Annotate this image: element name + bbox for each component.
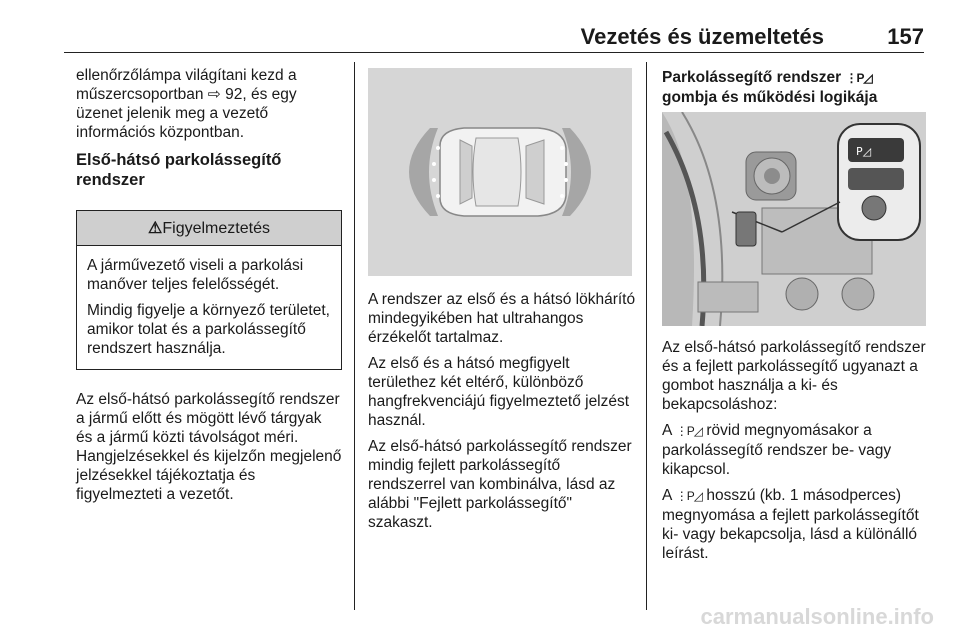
column-divider-left bbox=[354, 62, 355, 610]
body-paragraph bbox=[662, 421, 934, 479]
subsection-heading bbox=[662, 68, 930, 107]
body-paragraph: Az első és a hátsó megfigyelt területhez két eltérő, különböző hangfrekvenciájú figyelmeztető jelzést használ. bbox=[368, 355, 630, 429]
park-assist-icon: ⋮P◿ bbox=[845, 71, 872, 85]
warning-header bbox=[77, 211, 341, 246]
text-fragment: A bbox=[662, 487, 672, 504]
body-paragraph: A rendszer az első és a hátsó lökhárító mindegyikében hat ultrahangos érzékelőt tartalmaz. bbox=[368, 291, 636, 346]
warning-paragraph: Mindig figyelje a környező területet, amikor tolat és a parkolássegítő rendszert használja. bbox=[87, 302, 330, 357]
heading-text: gombja és működési logikája bbox=[662, 89, 878, 106]
heading-text: Parkolássegítő rendszer bbox=[662, 69, 842, 86]
page-number: 157 bbox=[887, 24, 924, 49]
body-paragraph: Az első-hátsó parkolássegítő rendszer mindig fejlett parkolássegítő rendszerrel van kombinálva, lásd az alábbi "Fejlett parkolássegítő" szakaszt. bbox=[368, 438, 632, 531]
warning-body bbox=[77, 246, 341, 369]
dashboard-illustration bbox=[662, 112, 926, 326]
svg-text:P◿: P◿ bbox=[856, 145, 872, 158]
intro-paragraph: ellenőrzőlámpa világítani kezd a műszercsoportban ⇨ 92, és egy üzenet jelenik meg a vezető információs központban. bbox=[76, 67, 297, 141]
watermark: carmanualsonline.info bbox=[700, 604, 934, 629]
warning-paragraph: A járművezető viseli a parkolási manőver teljes felelősségét. bbox=[87, 257, 304, 293]
header-divider bbox=[64, 52, 924, 53]
text-fragment: A bbox=[662, 422, 672, 439]
column-2 bbox=[368, 290, 638, 539]
car-topview-illustration bbox=[368, 68, 632, 276]
park-assist-icon: ⋮P◿ bbox=[675, 424, 703, 438]
section-heading: Első-hátsó parkolássegítő rendszer bbox=[76, 151, 282, 189]
text-fragment: hosszú (kb. 1 másodperces) megnyomása a fejlett parkolássegítőt ki- vagy bekapcsolja, lásd a különálló leírást. bbox=[662, 487, 919, 562]
text-fragment: rövid megnyomásakor a parkolássegítő rendszer be- vagy kikapcsol. bbox=[662, 422, 892, 478]
body-paragraph: Az első-hátsó parkolássegítő rendszer és a fejlett parkolássegítő ugyanazt a gombot használja a ki- és bekapcsoláshoz: bbox=[662, 339, 926, 413]
body-paragraph: Az első-hátsó parkolássegítő rendszer a jármű előtt és mögött lévő tárgyak és a jármű közti távolságot méri. Hangjelzésekkel és kijelzőn megjelenő jelzésekkel tájékoztatja és figyelmezteti a vezetőt. bbox=[76, 391, 342, 503]
warning-title: Figyelmeztetés bbox=[162, 220, 270, 237]
park-assist-icon: ⋮P◿ bbox=[675, 489, 703, 503]
warning-triangle-icon: ⚠ bbox=[148, 220, 163, 237]
section-title: Vezetés és üzemeltetés bbox=[580, 24, 824, 49]
column-3 bbox=[662, 338, 934, 570]
warning-box bbox=[76, 210, 342, 370]
column-divider-right bbox=[646, 62, 647, 610]
dashboard-button-illustration bbox=[662, 112, 926, 326]
body-paragraph bbox=[662, 486, 934, 563]
column-1 bbox=[76, 66, 342, 511]
parking-sensor-diagram bbox=[368, 68, 632, 276]
